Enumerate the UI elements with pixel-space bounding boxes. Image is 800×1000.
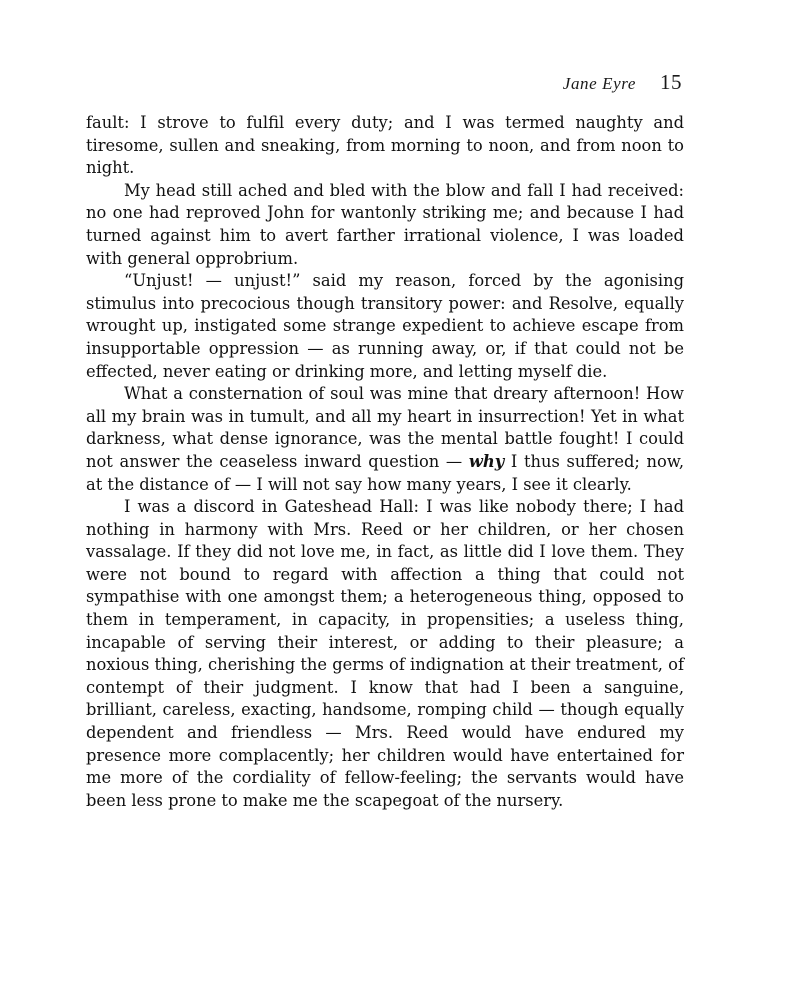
paragraph-4 bbox=[86, 383, 684, 496]
paragraph-5: I was a discord in Gateshead Hall: I was like nobody there; I had nothing in harmony with Mrs. Reed or her children, or her chosen vassalage. If they did not love me, in fact, as little did I love them. They were not bound to regard with affection a thing that could not sympathise with one amongst them; a heterogeneous thing, opposed to them in temperament, in capacity, in propensities; a useless thing, incapable of serving their interest, or adding to their pleasure; a noxious thing, cherishing the germs of indignation at their treatment, of contempt of their judgment. I know that had I been a sanguine, brilliant, careless, exacting, handsome, romping child — though equally dependent and friendless — Mrs. Reed would have endured my presence more complacently; her children would have entertained for me more of the cordiality of fellow-feeling; the servants would have been less prone to make me the scapegoat of the nursery. bbox=[86, 497, 684, 810]
running-head bbox=[563, 70, 682, 95]
paragraph-2: My head still ached and bled with the blow and fall I had received: no one had reproved John for wantonly striking me; and because I had turned against him to avert farther irrational violence, I was loaded with general opprobrium. bbox=[86, 180, 684, 268]
paragraph-3: “Unjust! — unjust!” said my reason, forced by the agonising stimulus into precocious though transitory power: and Resolve, equally wrought up, instigated some strange expedient to achieve escape from insupportable oppression — as running away, or, if that could not be effected, never eating or drinking more, and letting myself die. bbox=[86, 271, 684, 381]
paragraph-1: fault: I strove to fulfil every duty; and I was termed naughty and tiresome, sullen and sneaking, from morning to noon, and from noon to night. bbox=[86, 113, 684, 178]
running-title: Jane Eyre bbox=[562, 74, 636, 93]
emphasis-why: why bbox=[468, 451, 505, 471]
body-text bbox=[86, 112, 684, 812]
page-number: 15 bbox=[660, 70, 682, 94]
paragraph-4-before: What a consternation of soul was mine that dreary afternoon! How all my brain was in tumult, and all my heart in insurrection! Yet in what darkness, what dense ignorance, was the mental battle fought! I could not answer the ceaseless inward question — bbox=[86, 384, 684, 471]
paragraph-4-after: I thus suffered; now, at the distance of — I will not say how many years, I see it clearly. bbox=[86, 451, 685, 494]
